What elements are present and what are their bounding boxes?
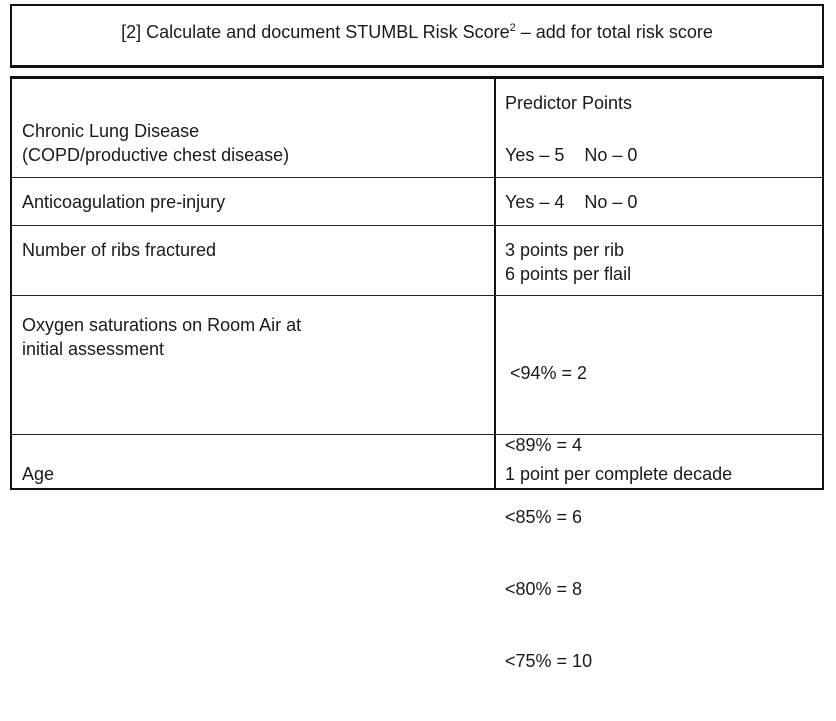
predictor-line: Oxygen saturations on Room Air at [22,315,302,335]
header-footnote-marker: 2 [509,22,516,34]
predictor-line: Chronic Lung Disease [22,121,200,141]
stumbl-score-table [10,76,824,671]
predictor-chronic-lung-disease [22,119,289,167]
header-title-main: [2] Calculate and document STUMBL Risk Score [121,22,510,42]
points-line: <80% = 8 [505,579,583,599]
points-line: <89% = 4 [505,435,583,455]
row-divider [12,295,822,296]
points-line: <94% = 2 [505,363,588,383]
row-divider [12,177,822,178]
predictor-line: (COPD/productive chest disease) [22,145,290,165]
header-title [12,22,822,43]
predictor-anticoagulation: Anticoagulation pre-injury [22,192,226,212]
points-chronic-lung-disease: Yes – 5 No – 0 [505,145,638,165]
points-ribs-fractured [505,238,631,286]
points-column-header: Predictor Points [505,93,633,113]
column-divider [494,79,496,488]
points-age: 1 point per complete decade [505,464,733,484]
points-line: 3 points per rib [505,240,625,260]
score-instruction-header [10,4,824,68]
points-line: <75% = 10 [505,651,593,671]
row-divider [12,225,822,226]
predictor-oxygen-saturations [22,313,301,361]
predictor-ribs-fractured: Number of ribs fractured [22,240,217,260]
predictor-line: initial assessment [22,339,165,359]
row-divider [12,434,822,435]
points-anticoagulation: Yes – 4 No – 0 [505,192,638,212]
predictor-age: Age [22,464,55,484]
points-line: <85% = 6 [505,507,583,527]
header-title-tail: – add for total risk score [515,22,713,42]
points-oxygen-saturations [505,313,592,721]
points-line: 6 points per flail [505,264,632,284]
